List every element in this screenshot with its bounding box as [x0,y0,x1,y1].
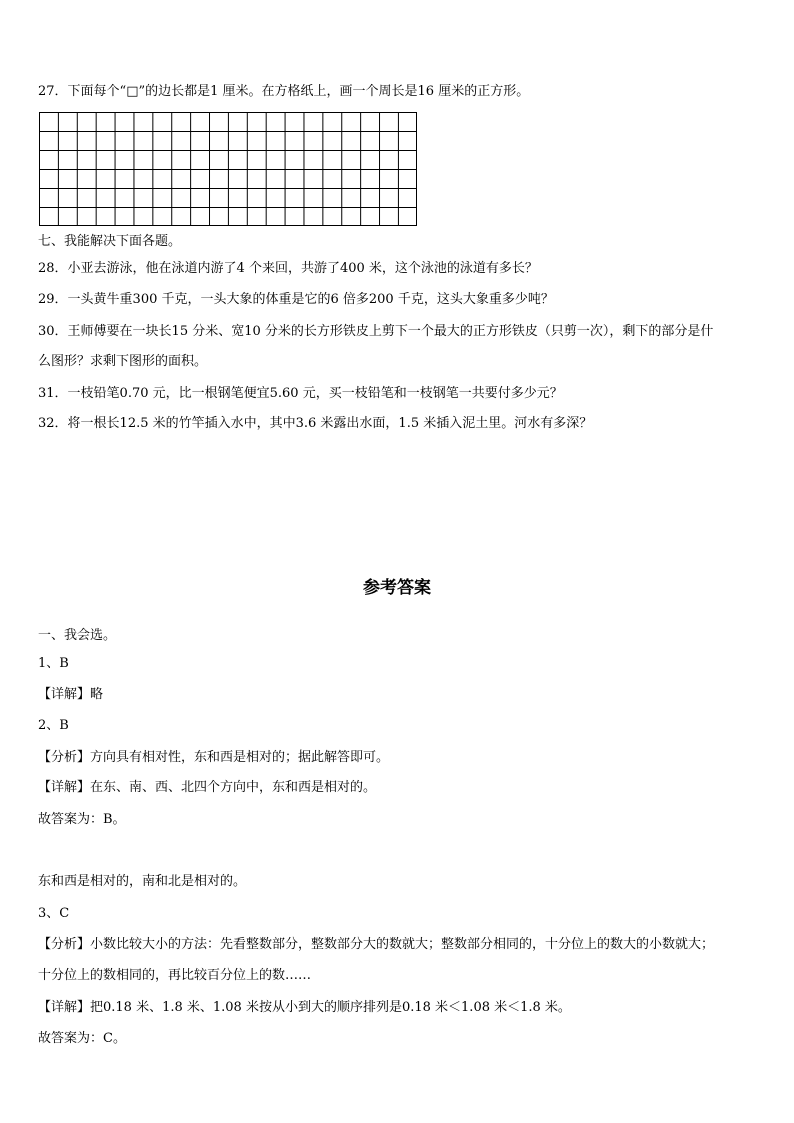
question-30-line-1: 30．王师傅要在一块长15 分米、宽10 分米的长方形铁皮上剪下一个最大的正方形铁皮（只剪一次），剩下的部分是什 [38,324,714,339]
answer-3-conclusion: 故答案为：C。 [38,1031,126,1046]
question-29: 29．一头黄牛重300 千克，一头大象的体重是它的6 倍多200 千克，这头大象重多少吨？ [38,292,554,307]
answer-1-detail: 【详解】略 [38,687,104,702]
answer-2: 2、B [38,718,69,733]
answer-3-detail: 【详解】把0.18 米、1.8 米、1.08 米按从小到大的顺序排列是0.18 米＜1.08 米＜1.8 米。 [38,1000,571,1015]
question-32: 32．将一根长12.5 米的竹竿插入水中，其中3.6 米露出水面，1.5 米插入泥土里。河水有多深？ [38,416,593,431]
answer-2-note: 东和西是相对的，南和北是相对的。 [38,874,247,889]
answer-3: 3、C [38,906,70,921]
question-28: 28．小亚去游泳，他在泳道内游了4 个来回，共游了400 米，这个泳池的泳道有多长？ [38,261,538,276]
answer-3-analysis-line-1: 【分析】小数比较大小的方法：先看整数部分，整数部分大的数就大；整数部分相同的，十分位上的数大的小数就大； [38,937,715,952]
answer-key-title: 参考答案 [363,578,431,598]
answer-2-detail: 【详解】在东、南、西、北四个方向中，东和西是相对的。 [38,780,377,795]
answer-section-1: 一、我会选。 [38,628,117,643]
question-31: 31．一枝铅笔0.70 元，比一根钢笔便宜5.60 元，买一枝铅笔和一枝钢笔一共要付多少元？ [38,386,563,401]
answer-2-analysis: 【分析】方向具有相对性，东和西是相对的；据此解答即可。 [38,750,390,765]
question-27: 27．下面每个“□”的边长都是1 厘米。在方格纸上，画一个周长是16 厘米的正方形。 [38,84,530,99]
question-30-line-2: 么图形？求剩下图形的面积。 [38,354,208,369]
square-grid-paper [39,112,417,226]
section-heading-7: 七、我能解决下面各题。 [38,234,182,249]
answer-1: 1、B [38,656,69,671]
answer-2-conclusion: 故答案为：B。 [38,812,126,827]
answer-3-analysis-line-2: 十分位上的数相同的，再比较百分位上的数…… [38,968,312,983]
